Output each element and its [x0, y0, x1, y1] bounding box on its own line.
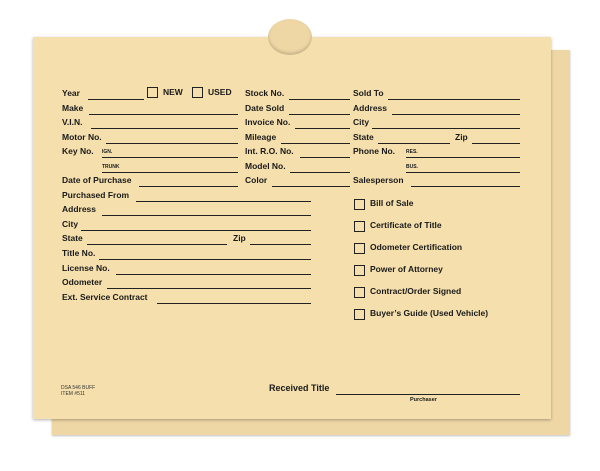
date-sold-line [289, 114, 350, 115]
trunk-line [102, 172, 238, 173]
stock-no-line [289, 99, 350, 100]
sold-to-label: Sold To [353, 88, 384, 98]
license-no-line [116, 274, 311, 275]
odometer-certification-checkbox[interactable] [354, 243, 365, 254]
purchased-from-label: Purchased From [62, 190, 130, 200]
invoice-no-label: Invoice No. [245, 117, 291, 127]
right-address-field[interactable] [353, 103, 520, 115]
item-code-line-1: DSA 546 BUFF [61, 385, 96, 391]
purchaser-caption: Purchaser [410, 397, 437, 403]
sold-to-line [388, 99, 520, 100]
right-city-label: City [353, 117, 370, 127]
year-field[interactable] [62, 88, 144, 100]
right-state-line [378, 143, 450, 144]
vin-field[interactable] [62, 117, 238, 129]
int-ro-no-field[interactable] [245, 146, 350, 158]
new-checkbox[interactable] [147, 87, 158, 98]
mileage-field[interactable] [245, 132, 350, 144]
ign-line [102, 157, 238, 158]
right-state-label: State [353, 132, 374, 142]
color-line [272, 186, 350, 187]
license-no-label: License No. [62, 263, 110, 273]
right-state-field[interactable] [353, 132, 450, 144]
trunk-label: TRUNK [102, 164, 120, 170]
power-of-attorney-checkbox[interactable] [354, 265, 365, 276]
salesperson-field[interactable] [353, 175, 520, 187]
vin-label: V.I.N. [62, 117, 83, 127]
state-line [87, 244, 227, 245]
contract-order-signed-label: Contract/Order Signed [370, 286, 462, 296]
vin-line [91, 128, 238, 129]
bill-of-sale-checkbox[interactable] [354, 199, 365, 210]
state-field[interactable] [62, 233, 227, 245]
stock-no-field[interactable] [245, 88, 350, 100]
item-code-line-2: ITEM #511 [61, 391, 86, 397]
stock-no-label: Stock No. [245, 88, 285, 98]
make-line [89, 114, 238, 115]
odometer-line [107, 288, 311, 289]
year-line [88, 99, 144, 100]
salesperson-label: Salesperson [353, 175, 404, 185]
zip-field[interactable] [233, 233, 311, 245]
right-zip-line [472, 143, 520, 144]
make-label: Make [62, 103, 84, 113]
address-field[interactable] [62, 204, 311, 216]
invoice-no-line [295, 128, 350, 129]
color-label: Color [245, 175, 268, 185]
int-ro-no-line [300, 157, 350, 158]
ext-service-contract-field[interactable] [62, 292, 311, 304]
title-no-field[interactable] [62, 248, 311, 260]
color-field[interactable] [245, 175, 350, 187]
purchased-from-field[interactable] [62, 190, 311, 202]
address-label: Address [62, 204, 97, 214]
date-of-purchase-label: Date of Purchase [62, 175, 132, 185]
sold-to-field[interactable] [353, 88, 520, 100]
model-no-label: Model No. [245, 161, 286, 171]
mileage-label: Mileage [245, 132, 277, 142]
model-no-line [290, 172, 350, 173]
trunk-field[interactable] [62, 161, 238, 173]
received-title-field[interactable] [269, 383, 520, 395]
zip-label: Zip [233, 233, 246, 243]
year-label: Year [62, 88, 80, 98]
bill-of-sale-label: Bill of Sale [370, 198, 414, 208]
right-zip-label: Zip [455, 132, 468, 142]
front-folder-sheet [33, 37, 551, 419]
used-checkbox[interactable] [192, 87, 203, 98]
odometer-certification-label: Odometer Certification [370, 242, 463, 252]
key-no-field[interactable] [62, 146, 238, 158]
thumb-cut-notch [268, 19, 312, 55]
new-label: NEW [163, 87, 183, 97]
motor-no-label: Motor No. [62, 132, 102, 142]
purchased-from-line [136, 201, 311, 202]
res-label: RES. [406, 149, 418, 155]
odometer-label: Odometer [62, 277, 103, 287]
ign-label: IGN. [102, 149, 113, 155]
buyers-guide-checkbox[interactable] [354, 309, 365, 320]
right-zip-field[interactable] [455, 132, 520, 144]
res-line [406, 157, 520, 158]
received-title-line [336, 394, 520, 395]
model-no-field[interactable] [245, 161, 350, 173]
ext-service-contract-line [157, 303, 311, 304]
key-no-label: Key No. [62, 146, 94, 156]
date-of-purchase-field[interactable] [62, 175, 238, 187]
received-title-label: Received Title [269, 383, 330, 393]
right-address-line [392, 114, 520, 115]
item-code [61, 385, 95, 397]
right-city-line [372, 128, 520, 129]
contract-order-signed-checkbox[interactable] [354, 287, 365, 298]
title-no-label: Title No. [62, 248, 96, 258]
odometer-field[interactable] [62, 277, 311, 289]
title-no-line [99, 259, 311, 260]
bus-line [406, 172, 520, 173]
right-address-label: Address [353, 103, 388, 113]
motor-no-field[interactable] [62, 132, 238, 144]
used-label: USED [208, 87, 232, 97]
address-line [102, 215, 311, 216]
buyers-guide-label: Buyer’s Guide (Used Vehicle) [370, 308, 489, 318]
int-ro-no-label: Int. R.O. No. [245, 146, 294, 156]
salesperson-line [411, 186, 520, 187]
city-line [81, 230, 311, 231]
phone-no-label: Phone No. [353, 146, 396, 156]
date-of-purchase-line [139, 186, 238, 187]
ext-service-contract-label: Ext. Service Contract [62, 292, 148, 302]
state-label: State [62, 233, 83, 243]
motor-no-line [106, 143, 238, 144]
power-of-attorney-label: Power of Attorney [370, 264, 443, 274]
bus-field[interactable] [353, 161, 520, 173]
right-city-field[interactable] [353, 117, 520, 129]
invoice-no-field[interactable] [245, 117, 350, 129]
certificate-of-title-checkbox[interactable] [354, 221, 365, 232]
date-sold-field[interactable] [245, 103, 350, 115]
city-label: City [62, 219, 79, 229]
license-no-field[interactable] [62, 263, 311, 275]
date-sold-label: Date Sold [245, 103, 285, 113]
city-field[interactable] [62, 219, 311, 231]
zip-line [250, 244, 311, 245]
mileage-line [281, 143, 350, 144]
bus-label: BUS. [406, 164, 418, 170]
make-field[interactable] [62, 103, 238, 115]
phone-no-field[interactable] [353, 146, 520, 158]
certificate-of-title-label: Certificate of Title [370, 220, 442, 230]
